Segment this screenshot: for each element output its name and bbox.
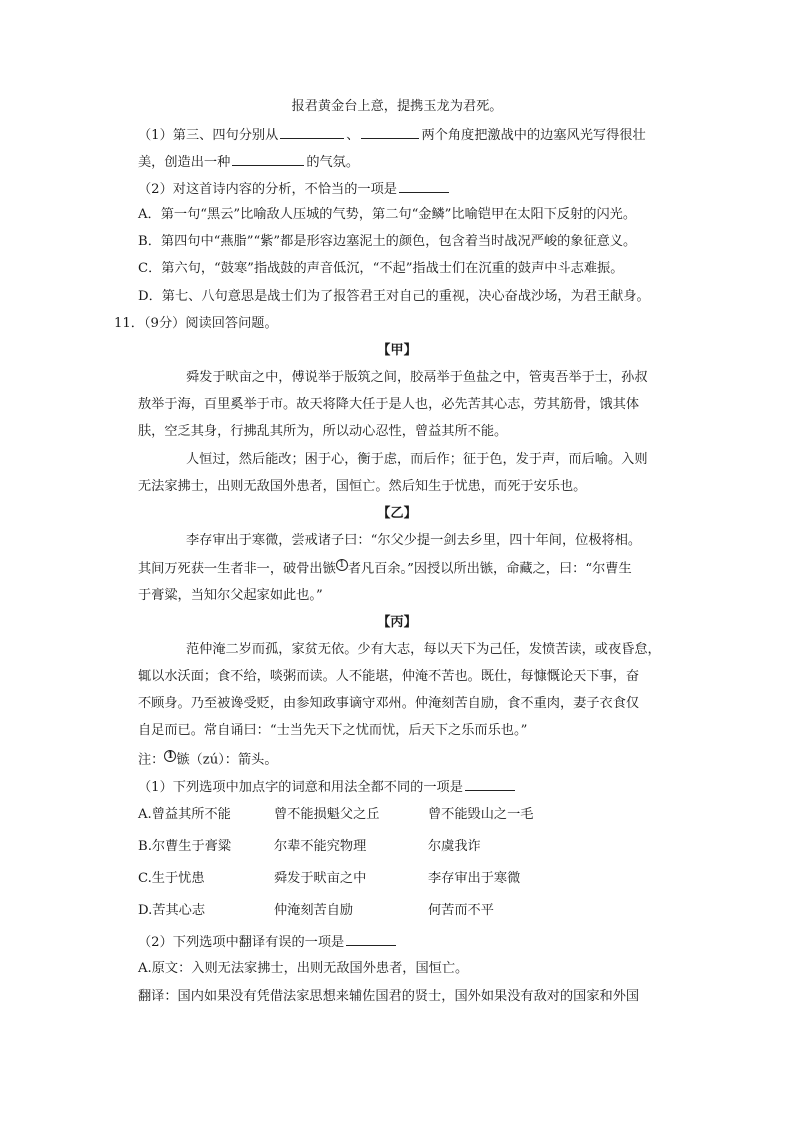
option-cell: 尔辈不能究物理: [274, 839, 367, 854]
jia-p1-line: 舜发于畎亩之中，傅说举于版筑之间，胶鬲举于鱼盐之中，管夷吾举于士，孙叔: [186, 370, 648, 385]
answer-blank[interactable]: [280, 125, 344, 139]
q10-1-text-b: 、: [346, 128, 360, 143]
option-cell: 舜发于畎亩之中: [274, 871, 367, 886]
bing-line: 范仲淹二岁而孤，家贫无依。少有大志，每以天下为己任，发愤苦读，或夜昏怠，: [186, 642, 661, 657]
q11-2-option-a: A.原文：入则无法家拂士，出则无敌国外患者，国恒亡。: [138, 961, 469, 976]
yi-text: 其间万死获一生者非一，破骨出镞: [138, 561, 336, 577]
answer-blank[interactable]: [361, 125, 419, 139]
footnote: [138, 750, 278, 769]
option-cell: A.曾益其所不能: [138, 807, 231, 822]
footnote-marker: 1: [164, 750, 176, 762]
q10-1-text-c: 两个角度把激战中的边塞风光写得很壮: [421, 128, 646, 143]
option-cell: C.生于忧患: [138, 871, 205, 886]
poem-last-line: 报君黄金台上意，提携玉龙为君死。: [291, 99, 503, 114]
q10-2-option-b: B．第四句中“燕脂”“紫”都是形容边塞泥土的颜色，包含着当时战况严峻的象征意义。: [138, 234, 637, 249]
question-11-2-stem: [138, 932, 398, 952]
q10-2-option-d: D．第七、八句意思是战士们为了报答君王对自己的重视，决心奋战沙场，为君王献身。: [138, 289, 650, 304]
bing-line: 自足而已。常自诵曰：“士当先天下之忧而忧，后天下之乐而乐也。”: [138, 723, 528, 738]
bing-line: 辄以水沃面；食不给，啖粥而读。人不能堪，仲淹不苦也。既仕，每慷慨论天下事，奋: [138, 669, 640, 684]
option-cell: 尔虞我诈: [428, 839, 481, 854]
section-jia-heading: 【甲】: [377, 343, 417, 358]
bing-line: 不顾身。乃至被谗受贬，由参知政事谪守邓州。仲淹刻苦自励，食不重肉，妻子衣食仅: [138, 696, 640, 711]
option-cell: 曾不能损魁父之丘: [274, 807, 380, 822]
answer-blank[interactable]: [399, 179, 449, 193]
yi-line: 李存审出于寒微，尝戒诸子曰：“尔父少提一剑去乡里，四十年间，位极将相。: [186, 533, 642, 548]
q10-1-text-d: 美，创造出一种: [138, 155, 231, 170]
answer-blank[interactable]: [346, 932, 396, 946]
question-11-title: 11．（9分）阅读回答问题。: [114, 316, 278, 331]
jia-p1-line: 肤，空乏其身，行拂乱其所为，所以动心忍性，曾益其所不能。: [138, 424, 508, 439]
section-bing-heading: 【丙】: [377, 615, 417, 630]
option-cell: 仲淹刻苦自励: [274, 903, 354, 918]
jia-p2-line: 无法家拂士，出则无敌国外患者，国恒亡。然后知生于忧患，而死于安乐也。: [138, 479, 587, 494]
q11-2-translation: 翻译：国内如果没有凭借法家思想来辅佐国君的贤士，国外如果没有敌对的国家和外国: [138, 989, 640, 1004]
q10-2-stem-text: （2）对这首诗内容的分析，不恰当的一项是: [138, 182, 397, 197]
footnote-label: 注：: [138, 752, 165, 768]
answer-blank[interactable]: [465, 777, 515, 791]
option-cell: B.尔曹生于膏粱: [138, 839, 232, 854]
option-cell: 曾不能毁山之一毛: [428, 807, 534, 822]
q10-2-option-a: A．第一句“黑云”比喻敌人压城的气势，第二句“金鳞”比喻铠甲在太阳下反射的闪光。: [138, 207, 637, 222]
q10-2-option-c: C．第六句，“鼓寒”指战鼓的声音低沉，“不起”指战士们在沉重的鼓声中斗志难振。: [138, 261, 624, 276]
yi-line: [138, 559, 632, 578]
section-yi-heading: 【乙】: [377, 506, 417, 521]
answer-blank[interactable]: [232, 152, 304, 166]
option-cell: 李存审出于寒微: [428, 871, 521, 886]
yi-text: 者凡百余。”因授以所出镞，命藏之，曰：“尔曹生: [347, 561, 632, 577]
question-10-2-stem: [138, 179, 451, 199]
q10-1-text-e: 的气氛。: [306, 155, 360, 170]
question-10-1-line-2: [138, 152, 359, 172]
q11-2-stem-text: （2）下列选项中翻译有误的一项是: [138, 935, 345, 950]
question-10-1-line-1: [138, 125, 646, 145]
footnote-marker: 1: [336, 559, 348, 571]
jia-p2-line: 人恒过，然后能改；困于心，衡于虑，而后作；征于色，发于声，而后喻。入则: [186, 452, 648, 467]
q10-1-text-a: （1）第三、四句分别从: [138, 128, 279, 143]
option-cell: D.苦其心志: [138, 903, 206, 918]
option-cell: 何苦而不平: [428, 903, 494, 918]
yi-line: 于膏粱，当知尔父起家如此也。”: [138, 588, 323, 603]
footnote-text: 镞（zú）：箭头。: [176, 752, 278, 768]
jia-p1-line: 敖举于海，百里奚举于市。故天将降大任于是人也，必先苦其心志，劳其筋骨，饿其体: [138, 397, 640, 412]
q11-1-stem-text: （1）下列选项中加点字的词意和用法全都不同的一项是: [138, 780, 463, 795]
question-11-1-stem: [138, 777, 517, 797]
